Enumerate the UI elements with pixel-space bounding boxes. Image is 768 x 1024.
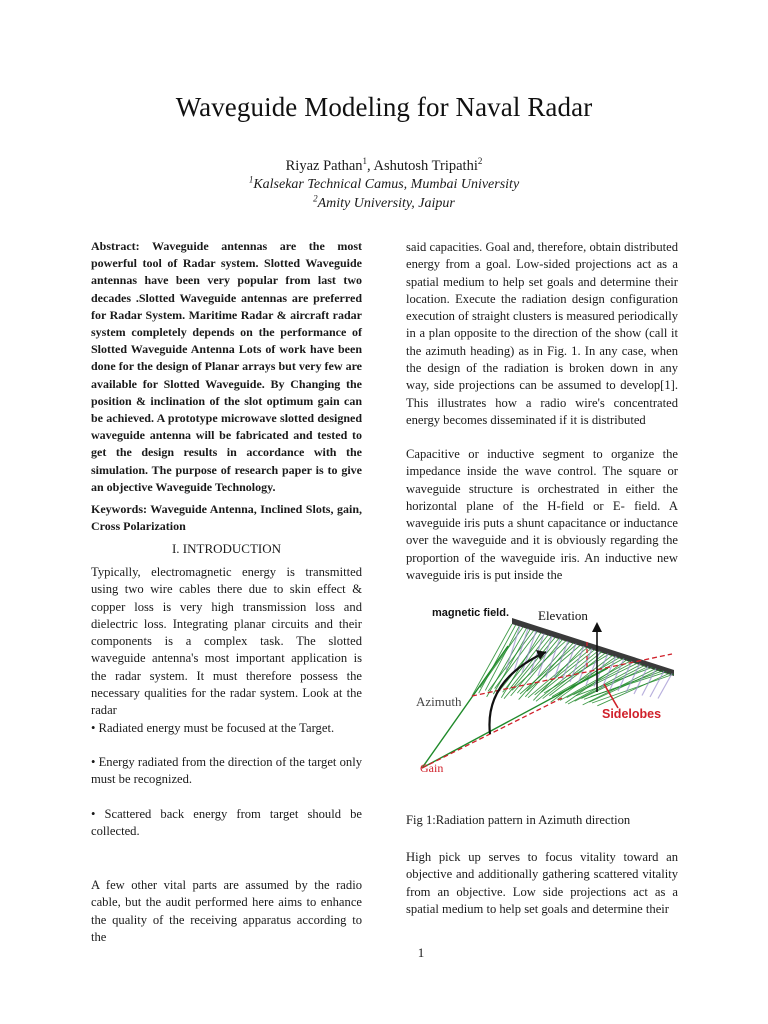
gain-label: Gain (420, 761, 444, 775)
affiliation-1-text: Kalsekar Technical Camus, Mumbai University (253, 177, 520, 192)
affiliation-1 (0, 174, 768, 193)
right-paragraph-2: Capacitive or inductive segment to organize the impedance inside the wave control. The square or waveguide structure is orchestrated in either the horizontal plane of the H-field or E- field. A waveguide iris puts a shunt capacitance or inductance over the waveguide and it is obviously regarding the proportion of the waveguide iris. An inductive new waveguide iris is put inside the (406, 447, 678, 583)
section-heading-introduction: I. INTRODUCTION (171, 541, 282, 556)
hatch-line (487, 628, 527, 696)
bullet-item: • Scattered back energy from target should be collected. (91, 807, 362, 839)
affiliation-2-text: Amity University, Jaipur (317, 196, 455, 211)
author-line (0, 158, 768, 175)
radiation-pattern-figure (412, 600, 682, 780)
author-2: Ashutosh Tripathi (373, 158, 478, 174)
bullet-item: • Radiated energy must be focused at the Target. (91, 721, 335, 735)
elevation-arrow-head (592, 622, 602, 632)
azimuth-label: Azimuth (416, 694, 462, 709)
affiliation-2 (0, 193, 768, 212)
magnetic-field-label: magnetic field. (432, 607, 510, 619)
intro-paragraph: Typically, electromagnetic energy is transmitted using two wire cables there due to skin effect & copper loss is very high transmission loss and dielectric loss. Integrating planar circuits and their components is a complex task. The slotted waveguide antenna's most important application is the radar system. It must therefore possess the necessary qualities for the radar system. Look at the radar (91, 565, 362, 718)
affiliation-2-sup: 2 (313, 193, 318, 204)
hatch-line (509, 636, 551, 689)
paper-title: Waveguide Modeling for Naval Radar (175, 92, 593, 122)
hatch-line-violet (546, 639, 560, 678)
figure-caption: Fig 1:Radiation pattern in Azimuth direction (406, 813, 631, 827)
left-paragraph-2: A few other vital parts are assumed by the radio cable, but the audit performed here aims to enhance the quality of the receiving apparatus according to the (91, 878, 362, 944)
right-paragraph-3: High pick up serves to focus vitality toward an objective and additionally gathering scattered vitality from an objective. Low side projections act as a spatial medium to help set goals and determine their (406, 850, 678, 916)
author-1: Riyaz Pathan (285, 158, 363, 174)
author-separator: , (367, 158, 374, 174)
elevation-label: Elevation (538, 608, 588, 623)
hatch-line (472, 624, 512, 696)
right-paragraph-1: said capacities. Goal and, therefore, obtain distributed energy from a goal. Low-sided projections act as a spatial medium to help set goals and determine their location. Execute the radiation design configuration execution of straight clusters is measured periodically in a plan opposite to the direction of the show (call it the azimuth heading) as in Fig. 1. In any case, when the design of the radiation is broken down in any way, side projections can be assumed to develop[1]. This illustrates how a radio wire's concentrated energy becomes disseminated if it is distributed (406, 240, 678, 427)
author-2-sup: 2 (477, 156, 483, 167)
waveguide-array-surface (472, 618, 674, 706)
keywords: Keywords: Waveguide Antenna, Inclined Slots, gain, Cross Polarization (91, 502, 362, 534)
sidelobes-label: Sidelobes (602, 707, 662, 721)
affiliation-1-sup: 1 (248, 174, 254, 185)
author-1-sup: 1 (362, 156, 368, 167)
hatch-line (567, 662, 635, 698)
page-number: 1 (417, 945, 425, 960)
hatch-line (504, 637, 555, 698)
bullet-item: • Energy radiated from the direction of the target only must be recognized. (91, 755, 362, 787)
abstract: Abstract: Waveguide antennas are the most powerful tool of Radar system. Slotted Waveguide antennas have been very popular from last two decades .Slotted Waveguide antennas are preferred for Radar System. Maritime Radar & aircraft radar system completely depends on the performance of Slotted Waveguide Antenna Lots of work have been done for the design of Planar arrays but very few are available for Slotted Waveguide. By Changing the position & inclination of the slot optimum gain can be achieved. A prototype microwave slotted designed waveguide antenna will be fabricated and tested to get the design results in accordance with the simulation. The purpose of research paper is to give an objective Waveguide Technology. (91, 239, 362, 494)
